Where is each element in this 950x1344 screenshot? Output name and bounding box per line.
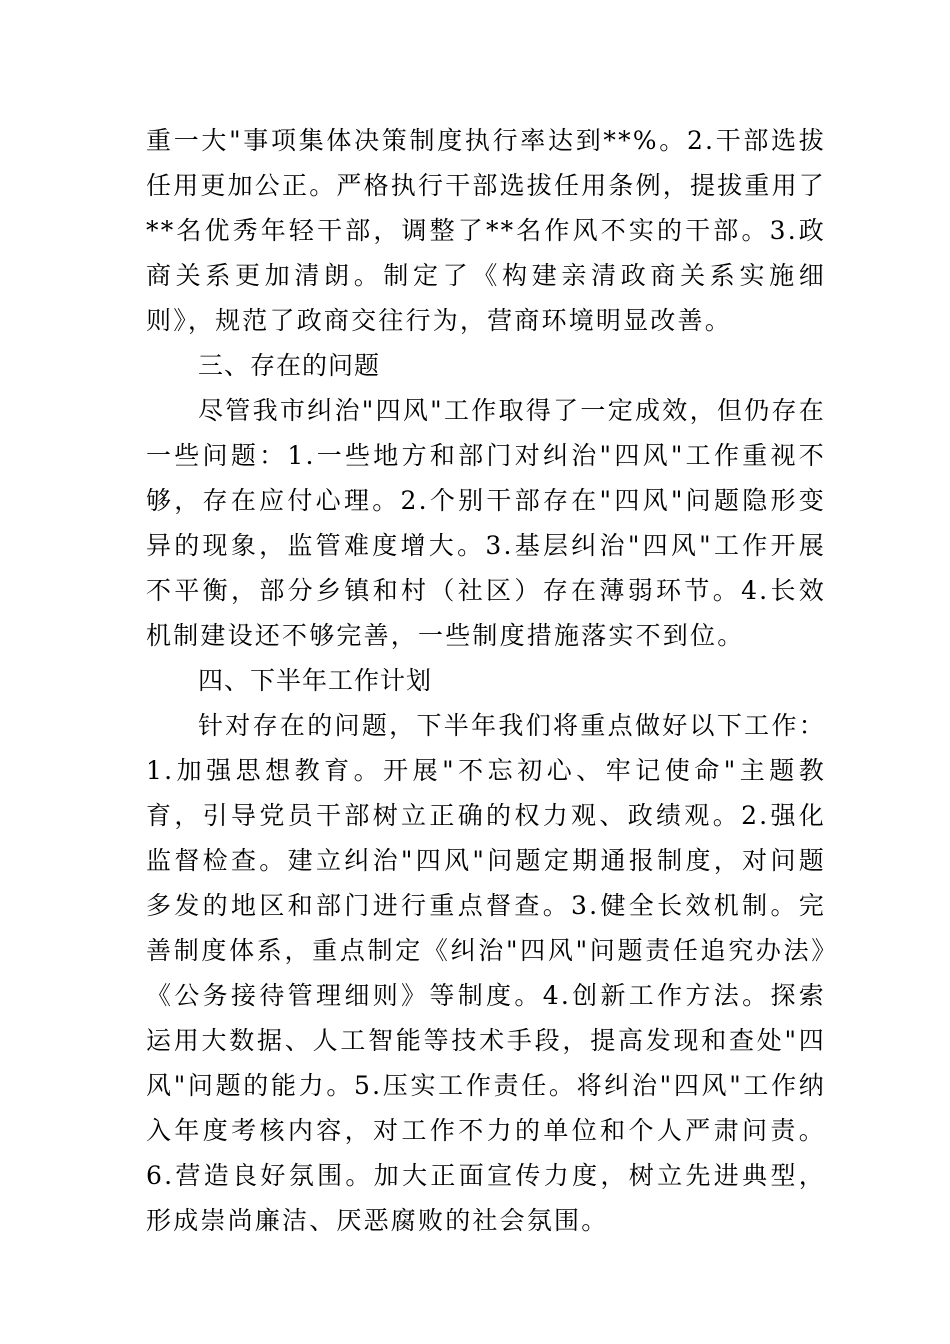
section-heading-problems: 三、存在的问题: [198, 351, 381, 380]
paragraph-problems: 尽管我市纠治"四风"工作取得了一定成效，但仍存在一些问题：1.一些地方和部门对纠治"四风"工作重视不够，存在应付心理。2.个别干部存在"四风"问题隐形变异的现象，监管难度增大。3.基层纠治"四风"工作开展不平衡，部分乡镇和村（社区）存在薄弱环节。4.长效机制建设还不够完善，一些制度措施落实不到位。: [146, 396, 826, 650]
paragraph-plan: 针对存在的问题，下半年我们将重点做好以下工作：1.加强思想教育。开展"不忘初心、牢记使命"主题教育，引导党员干部树立正确的权力观、政绩观。2.强化监督检查。建立纠治"四风"问题定期通报制度，对问题多发的地区和部门进行重点督查。3.健全长效机制。完善制度体系，重点制定《纠治"四风"问题责任追究办法》《公务接待管理细则》等制度。4.创新工作方法。探索运用大数据、人工智能等技术手段，提高发现和查处"四风"问题的能力。5.压实工作责任。将纠治"四风"工作纳入年度考核内容，对工作不力的单位和个人严肃问责。6.营造良好氛围。加大正面宣传力度，树立先进典型，形成崇尚廉洁、厌恶腐败的社会氛围。: [146, 711, 826, 1235]
section-heading-plan: 四、下半年工作计划: [198, 666, 433, 695]
document-body: [146, 118, 826, 1243]
paragraph-continued: 重一大"事项集体决策制度执行率达到**%。2.干部选拔任用更加公正。严格执行干部选拔任用条例，提拔重用了**名优秀年轻干部，调整了**名作风不实的干部。3.政商关系更加清朗。制定了《构建亲清政商关系实施细则》，规范了政商交往行为，营商环境明显改善。: [146, 126, 827, 335]
